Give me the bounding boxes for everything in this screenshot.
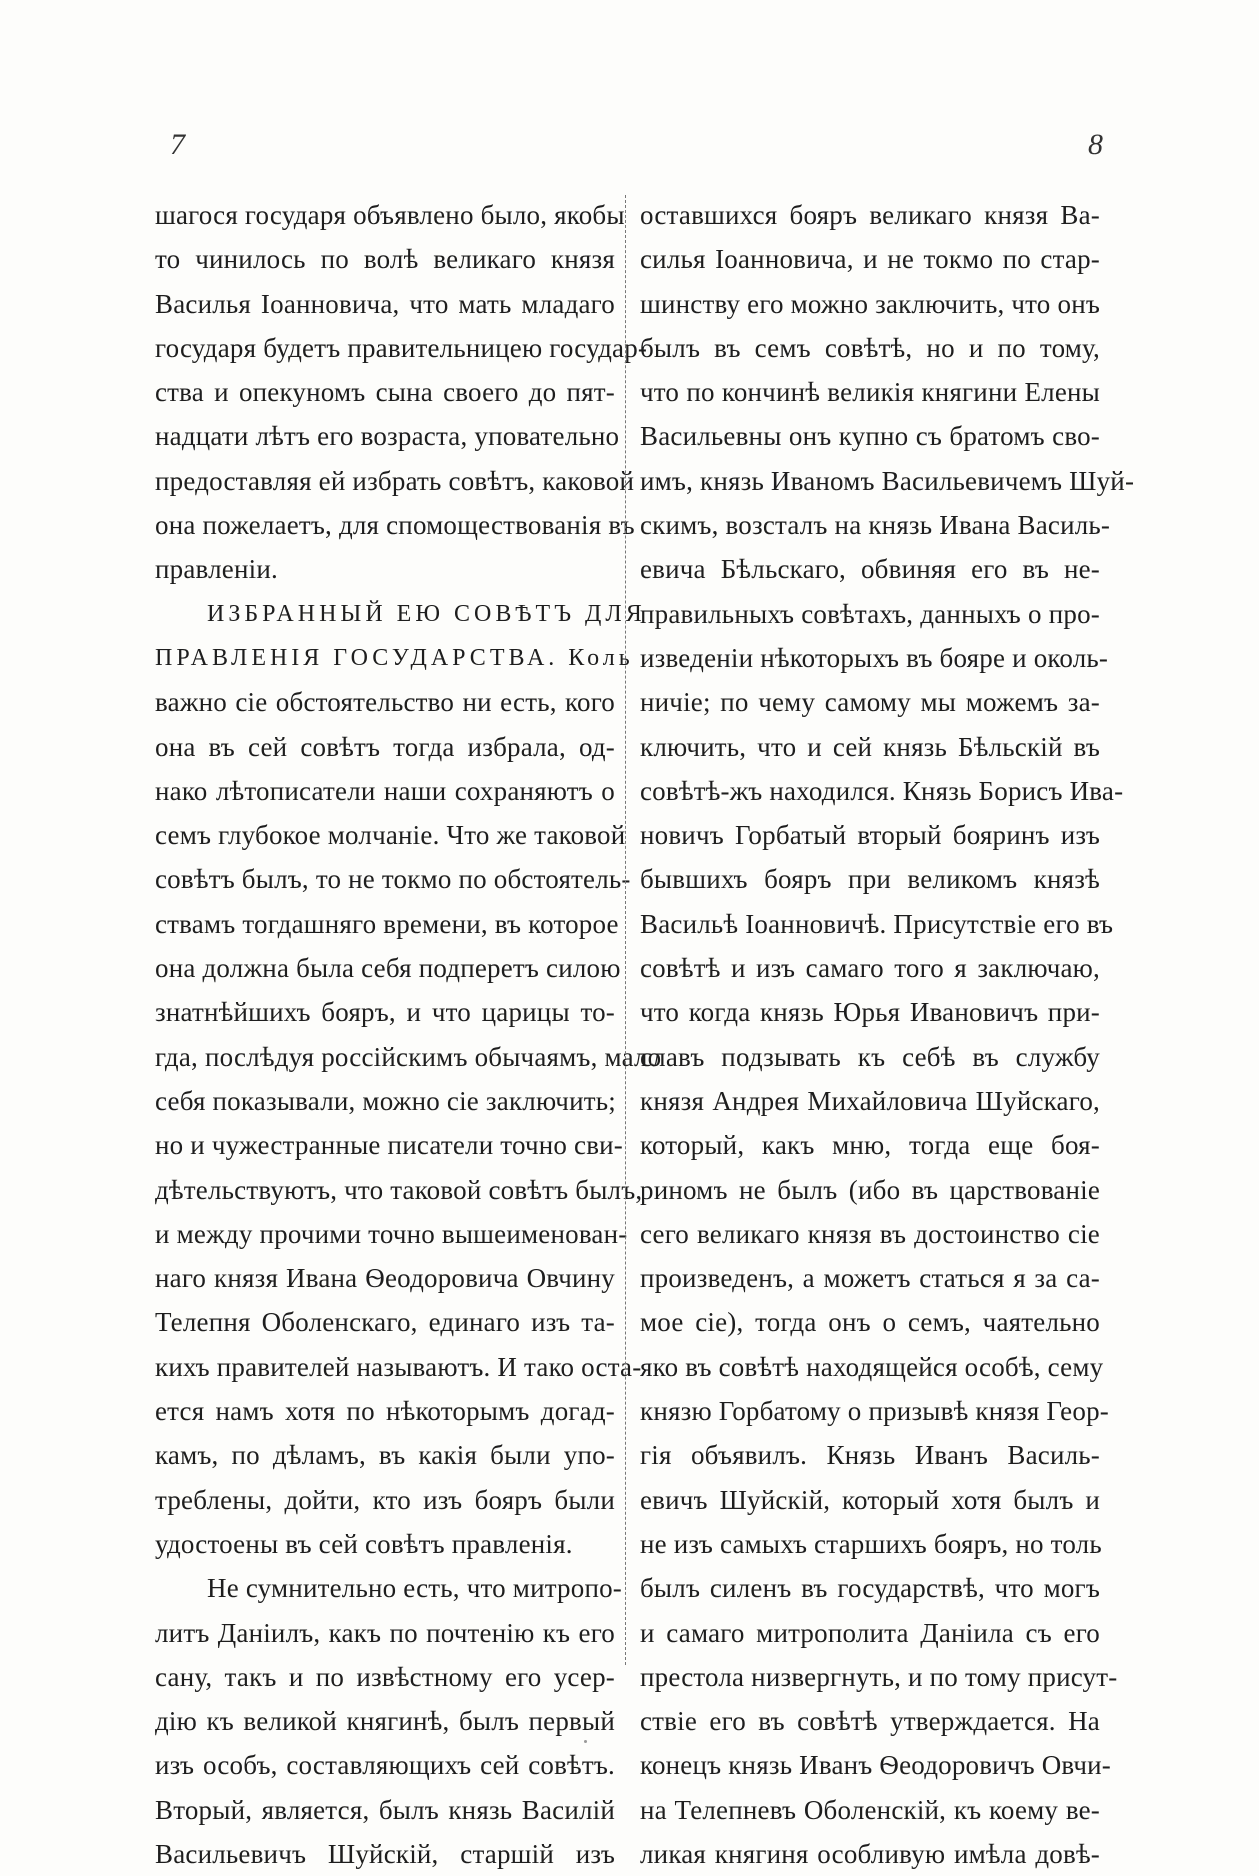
text-line: произведенъ, а можетъ статься я за са- xyxy=(640,1263,1100,1294)
text-line: совѣтѣ-жъ находился. Князь Борисъ Ива- xyxy=(640,775,1124,806)
text-line: Васильевичъ Шуйскій, старшій изъ xyxy=(155,1838,615,1869)
text-line: камъ, по дѣламъ, въ какія были упо- xyxy=(155,1440,615,1471)
text-line: но и чужестранные писатели точно сви- xyxy=(155,1130,623,1161)
text-line: имъ, князь Иваномъ Васильевичемъ Шуй- xyxy=(640,465,1135,496)
left-text-column xyxy=(155,193,662,1876)
text-line: правленіи. xyxy=(155,554,278,585)
text-line: кихъ правителей называютъ. И тако оста- xyxy=(155,1351,642,1382)
text-line: не изъ самыхъ старшихъ бояръ, но толь xyxy=(640,1528,1102,1559)
text-line: ется намъ хотя по нѣкоторымъ догад- xyxy=(155,1396,615,1427)
text-line: на Телепневъ Оболенскій, къ коему ве- xyxy=(640,1794,1100,1825)
text-line: ПРАВЛЕНІЯ ГОСУДАРСТВА. Коль xyxy=(155,644,634,671)
text-line: былъ силенъ въ государствѣ, что могъ xyxy=(640,1573,1100,1604)
text-line: Телепня Оболенскаго, единаго изъ та- xyxy=(155,1307,615,1338)
text-line: литъ Даніилъ, какъ по почтенію къ его xyxy=(155,1617,615,1648)
text-line: ства и опекуномъ сына своего до пят- xyxy=(155,377,615,408)
text-line: удостоены въ сей совѣтъ правленія. xyxy=(155,1528,573,1559)
text-line: скимъ, возсталъ на князь Ивана Василь- xyxy=(640,510,1111,541)
text-line: государя будетъ правительницею государ- xyxy=(155,332,648,363)
text-line: Васильѣ Іоанновичѣ. Присутствіе его въ xyxy=(640,908,1114,939)
text-line: что когда князь Юрья Ивановичъ при- xyxy=(640,997,1100,1028)
text-line: Василья Іоанновича, что мать младаго xyxy=(155,288,615,319)
text-line: который, какъ мню, тогда еще боя- xyxy=(640,1130,1100,1161)
column-divider xyxy=(625,195,626,1665)
scan-speck xyxy=(584,1740,587,1743)
text-line: конецъ князь Иванъ Ѳеодоровичъ Овчи- xyxy=(640,1750,1111,1781)
text-line: себя показывали, можно сіе заключить; xyxy=(155,1085,616,1116)
text-line: бывшихъ бояръ при великомъ князѣ xyxy=(640,864,1100,895)
text-line: она въ сей совѣтъ тогда избрала, од- xyxy=(155,731,615,762)
text-line: ствамъ тогдашняго времени, въ которое xyxy=(155,908,619,939)
text-line: она пожелаетъ, для спомоществованія въ xyxy=(155,510,635,541)
text-line: князя Андрея Михайловича Шуйскаго, xyxy=(640,1085,1100,1116)
text-line: Васильевны онъ купно съ братомъ сво- xyxy=(640,421,1100,452)
text-line: ствіе его въ совѣтѣ утверждается. На xyxy=(640,1706,1100,1737)
text-line: правильныхъ совѣтахъ, данныхъ о про- xyxy=(640,598,1100,629)
text-line: дѣтельствуютъ, что таковой совѣтъ былъ, xyxy=(155,1174,643,1205)
text-line: мое сіе), тогда онъ о семъ, чаятельно xyxy=(640,1307,1100,1338)
text-line: гія объявилъ. Князь Иванъ Василь- xyxy=(640,1440,1100,1471)
text-line: евича Бѣльскаго, обвиняя его въ не- xyxy=(640,554,1100,585)
text-line: важно сіе обстоятельство ни есть, кого xyxy=(155,687,615,718)
text-line: гда, послѣдуя россійскимъ обычаямъ, мало xyxy=(155,1041,662,1072)
text-line: что по кончинѣ великія княгини Елены xyxy=(640,377,1100,408)
text-line: изведеніи нѣкоторыхъ въ бояре и околь- xyxy=(640,642,1109,673)
text-line: совѣтъ былъ, то не токмо по обстоятель- xyxy=(155,864,631,895)
text-line: шагося государя объявлено было, якобы xyxy=(155,200,625,230)
text-line: новичъ Горбатый вторый бояринъ изъ xyxy=(640,820,1100,851)
text-line: совѣтѣ и изъ самаго того я заключаю, xyxy=(640,953,1100,984)
text-line: силья Іоанновича, и не токмо по стар- xyxy=(640,244,1100,275)
text-line: надцати лѣтъ его возраста, уповательно xyxy=(155,421,620,452)
text-line: Не сумнительно есть, что митропо- xyxy=(207,1573,622,1604)
text-line: изъ особъ, составляющихъ сей совѣтъ. xyxy=(155,1750,615,1781)
text-line: престола низвергнуть, и по тому присут- xyxy=(640,1661,1118,1692)
text-line: нако лѣтописатели наши сохраняютъ о xyxy=(155,775,615,806)
text-line: оставшихся бояръ великаго князя Ва- xyxy=(640,200,1100,230)
text-line: она должна была себя подперетъ силою xyxy=(155,953,621,984)
text-line: шинству его можно заключить, что онъ xyxy=(640,288,1100,319)
text-line: былъ въ семъ совѣтѣ, но и по тому, xyxy=(640,332,1100,363)
text-line: славъ подзывать къ себѣ въ службу xyxy=(640,1041,1100,1072)
page-number-right: 8 xyxy=(1088,128,1103,161)
text-line: риномъ не былъ (ибо въ царствованіе xyxy=(640,1174,1100,1205)
page-number-left: 7 xyxy=(170,128,185,161)
text-line: Вторый, является, былъ князь Василій xyxy=(155,1794,615,1825)
text-line: предоставляя ей избрать совѣтъ, каковой xyxy=(155,465,635,496)
text-line: треблены, дойти, кто изъ бояръ были xyxy=(155,1484,615,1515)
text-line: и самаго митрополита Даніила съ его xyxy=(640,1617,1100,1648)
text-line: семъ глубокое молчаніе. Что же таковой xyxy=(155,820,626,851)
text-line: и между прочими точно вышеименован- xyxy=(155,1218,628,1249)
text-line: яко въ совѣтѣ находящейся особѣ, сему xyxy=(640,1351,1104,1382)
text-line: сего великаго князя въ достоинство сіе xyxy=(640,1218,1100,1249)
text-line: евичъ Шуйскій, который хотя былъ и xyxy=(640,1484,1100,1515)
text-line: ничіе; по чему самому мы можемъ за- xyxy=(640,687,1100,718)
text-line: сану, такъ и по извѣстному его усер- xyxy=(155,1661,615,1692)
text-line: ИЗБРАННЫЙ ЕЮ СОВѢТЪ ДЛЯ xyxy=(207,600,646,627)
text-line: то чинилось по волѣ великаго князя xyxy=(155,244,615,275)
text-line: князю Горбатому о призывѣ князя Геор- xyxy=(640,1396,1109,1427)
text-line: ликая княгиня особливую имѣла довѣ- xyxy=(640,1838,1100,1869)
text-line: дію къ великой княгинѣ, былъ первый xyxy=(155,1706,615,1737)
text-line: знатнѣйшихъ бояръ, и что царицы то- xyxy=(155,997,615,1028)
text-line: наго князя Ивана Ѳеодоровича Овчину xyxy=(155,1263,615,1294)
right-text-column xyxy=(640,193,1135,1876)
text-line: ключить, что и сей князь Бѣльскій въ xyxy=(640,731,1100,762)
